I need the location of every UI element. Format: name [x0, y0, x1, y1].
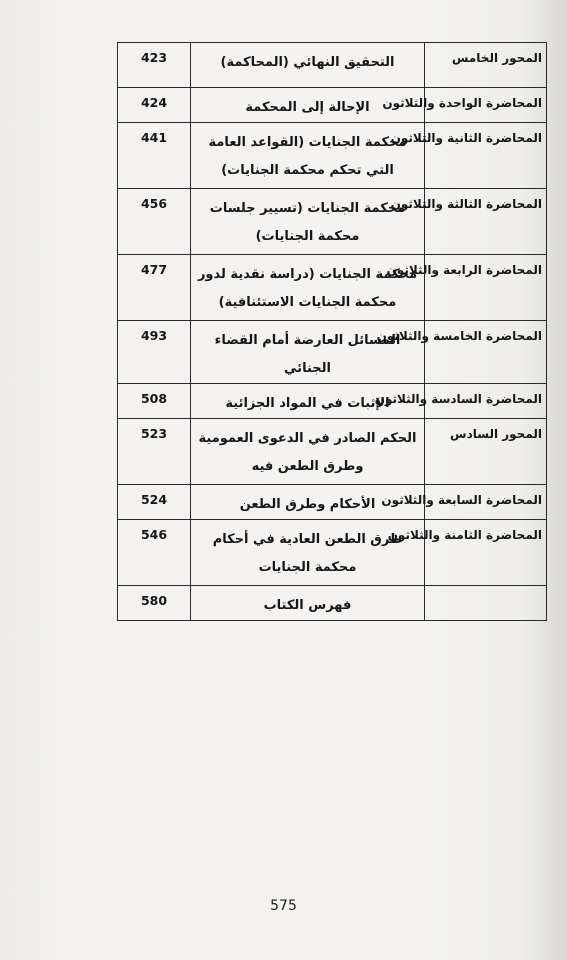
toc-page-cell: 423	[118, 43, 191, 88]
toc-section-cell	[425, 586, 547, 621]
page-number: 575	[270, 898, 297, 914]
toc-section-cell: المحاضرة الرابعة والثلاثون	[425, 255, 547, 321]
toc-page-cell: 441	[118, 123, 191, 189]
toc-page-cell: 546	[118, 520, 191, 586]
table-row	[118, 123, 547, 189]
table-row	[118, 586, 547, 621]
table-row	[118, 384, 547, 419]
toc-page-cell: 477	[118, 255, 191, 321]
toc-page-cell: 424	[118, 88, 191, 123]
toc-title-cell: الأحكام وطرق الطعن	[191, 485, 425, 520]
toc-title-cell: المسائل العارضة أمام القضاء الجنائي	[191, 321, 425, 384]
toc-section-cell: المحاضرة السابعة والثلاثون	[425, 485, 547, 520]
toc-section-cell: المحاضرة الثالثة والثلاثون	[425, 189, 547, 255]
table-of-contents	[117, 42, 547, 621]
toc-title-cell: الإثبات في المواد الجزائية	[191, 384, 425, 419]
table-row	[118, 520, 547, 586]
toc-title-cell: فهرس الكتاب	[191, 586, 425, 621]
table-row	[118, 88, 547, 123]
toc-page-cell: 456	[118, 189, 191, 255]
toc-page-cell: 493	[118, 321, 191, 384]
toc-section-cell: المحور الخامس	[425, 43, 547, 88]
toc-page-cell: 508	[118, 384, 191, 419]
table-row	[118, 419, 547, 485]
toc-title-cell: الحكم الصادر في الدعوى العمومية وطرق الطعن فيه	[191, 419, 425, 485]
toc-page-cell: 524	[118, 485, 191, 520]
table-row	[118, 255, 547, 321]
toc-page-cell: 523	[118, 419, 191, 485]
toc-title-cell: الإحالة إلى المحكمة	[191, 88, 425, 123]
toc-title-cell: محكمة الجنايات (تسيير جلسات محكمة الجنايات)	[191, 189, 425, 255]
table-row	[118, 485, 547, 520]
toc-section-cell: المحاضرة الثامنة والثلاثون	[425, 520, 547, 586]
toc-section-cell: المحاضرة الثانية والثلاثون	[425, 123, 547, 189]
toc-title-cell: التحقيق النهائي (المحاكمة)	[191, 43, 425, 88]
toc-title-cell: محكمة الجنايات (دراسة نقدية لدور محكمة الجنايات الاستئنافية)	[191, 255, 425, 321]
table-row	[118, 43, 547, 88]
table-row	[118, 321, 547, 384]
toc-section-cell: المحاضرة السادسة والثلاثون	[425, 384, 547, 419]
toc-title-cell: طرق الطعن العادية في أحكام محكمة الجنايات	[191, 520, 425, 586]
toc-title-cell: محكمة الجنايات (القواعد العامة التي تحكم محكمة الجنايات)	[191, 123, 425, 189]
toc-section-cell: المحور السادس	[425, 419, 547, 485]
toc-section-cell: المحاضرة الخامسة والثلاثون	[425, 321, 547, 384]
toc-page-cell: 580	[118, 586, 191, 621]
table-row	[118, 189, 547, 255]
toc-section-cell: المحاضرة الواحدة والثلاثون	[425, 88, 547, 123]
